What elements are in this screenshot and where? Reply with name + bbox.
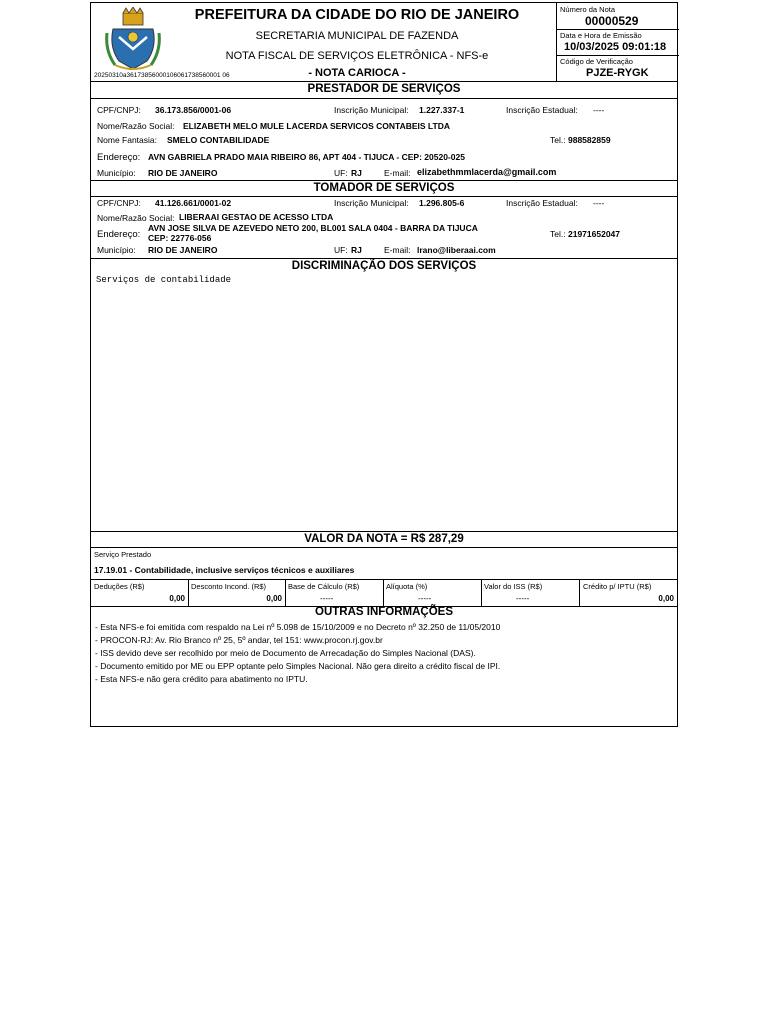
prestador-municipio-label: Município: (97, 168, 136, 178)
tomador-cpf-value: 41.126.661/0001-02 (155, 198, 232, 208)
numero-nota-value: 00000529 (585, 14, 639, 28)
tomador-uf-label: UF: (334, 245, 348, 255)
prestador-title: PRESTADOR DE SERVIÇOS (307, 83, 461, 95)
tax-box-value: ----- (320, 594, 334, 603)
tomador-razao-label: Nome/Razão Social: (97, 213, 175, 223)
tomador-email-label: E-mail: (384, 245, 411, 255)
prestador-email-value[interactable]: elizabethmmlacerda@gmail.com (417, 167, 557, 177)
tax-box-label: Desconto Incond. (R$) (191, 582, 267, 591)
outras-info-line: - ISS devido deve ser recolhido por meio de Documento de Arrecadação do Simples Nacional (DAS). (95, 648, 476, 658)
tax-box-value: 0,00 (658, 594, 674, 603)
city-coat-of-arms-icon (105, 7, 161, 71)
tax-box-label: Base de Cálculo (R$) (288, 582, 360, 591)
barcode-text: 20250310a36173856000106061738560001 06 (94, 72, 230, 79)
secretaria-title: SECRETARIA MUNICIPAL DE FAZENDA (255, 30, 459, 42)
tax-box-deducoes (91, 579, 189, 606)
outras-info-line: - PROCON-RJ: Av. Rio Branco nº 25, 5º andar, tel 151: www.procon.rj.gov.br (95, 635, 383, 645)
nota-carioca-title: - NOTA CARIOCA - (308, 67, 406, 79)
discriminacao-title: DISCRIMINAÇÃO DOS SERVIÇOS (291, 260, 477, 272)
prestador-uf-value: RJ (351, 168, 362, 178)
nota-title: NOTA FISCAL DE SERVIÇOS ELETRÔNICA - NFS-e (225, 50, 489, 62)
tax-box-base-calculo (285, 579, 384, 606)
prestador-razao-label: Nome/Razão Social: (97, 121, 175, 131)
tomador-endereco-line1: AVN JOSE SILVA DE AZEVEDO NETO 200, BL001 SALA 0404 - BARRA DA TIJUCA (148, 223, 478, 233)
prestador-fantasia-label: Nome Fantasia: (97, 135, 157, 145)
tax-box-value: ----- (418, 594, 432, 603)
nfse-document (90, 2, 678, 727)
outras-info-line: - Documento emitido por ME ou EPP optante pelo Simples Nacional. Não gera direito a crédito fiscal de IPI. (95, 661, 501, 671)
data-emissao-label: Data e Hora de Emissão (560, 31, 642, 40)
tomador-ie-label: Inscrição Estadual: (506, 198, 578, 208)
servico-prestado-value: 17.19.01 - Contabilidade, inclusive serviços técnicos e auxiliares (94, 565, 355, 575)
tomador-tel-value: 21971652047 (568, 229, 621, 239)
valor-nota: VALOR DA NOTA = R$ 287,29 (304, 533, 464, 545)
tomador-municipio-label: Município: (97, 245, 136, 255)
tomador-ie-value: ---- (593, 198, 605, 208)
city-title: PREFEITURA DA CIDADE DO RIO DE JANEIRO (194, 7, 520, 23)
data-emissao-value: 10/03/2025 09:01:18 (564, 41, 667, 53)
codigo-verificacao-label: Código de Verificação (560, 57, 633, 66)
numero-nota-label: Número da Nota (560, 5, 616, 14)
tax-box-aliquota (383, 579, 482, 606)
tax-box-value: 0,00 (169, 594, 185, 603)
tax-box-label: Deduções (R$) (94, 582, 145, 591)
prestador-razao-value: ELIZABETH MELO MULE LACERDA SERVICOS CONTABEIS LTDA (183, 121, 450, 131)
prestador-municipio-value: RIO DE JANEIRO (148, 168, 218, 178)
tax-box-label: Crédito p/ IPTU (R$) (583, 582, 652, 591)
prestador-endereco-value: AVN GABRIELA PRADO MAIA RIBEIRO 86, APT 404 - TIJUCA - CEP: 20520-025 (148, 152, 465, 162)
tomador-municipio-value: RIO DE JANEIRO (148, 245, 218, 255)
tomador-endereco-label: Endereço: (97, 229, 141, 240)
tomador-endereco-line2: CEP: 22776-056 (148, 233, 212, 243)
discriminacao-text: Serviços de contabilidade (96, 275, 232, 285)
prestador-fantasia-value: SMELO CONTABILIDADE (167, 135, 270, 145)
outras-info-line: - Esta NFS-e foi emitida com respaldo na Lei nº 5.098 de 15/10/2009 e no Decreto nº 32.250 de 11/05/2010 (95, 622, 501, 632)
prestador-endereco-label: Endereço: (97, 152, 141, 163)
tomador-title: TOMADOR DE SERVIÇOS (313, 182, 455, 194)
tax-box-credito-iptu (579, 579, 677, 606)
prestador-im-label: Inscrição Municipal: (334, 105, 409, 115)
tomador-uf-value: RJ (351, 245, 362, 255)
tomador-razao-value: LIBERAAI GESTAO DE ACESSO LTDA (179, 212, 334, 222)
prestador-cpf-value: 36.173.856/0001-06 (155, 105, 232, 115)
prestador-tel-value: 988582859 (568, 135, 611, 145)
tax-box-value: ----- (516, 594, 530, 603)
tax-box-desconto (188, 579, 286, 606)
tomador-im-value: 1.296.805-6 (419, 198, 465, 208)
servico-prestado-label: Serviço Prestado (94, 550, 152, 559)
prestador-email-label: E-mail: (384, 168, 411, 178)
codigo-verificacao-value: PJZE-RYGK (586, 67, 649, 79)
outras-info-line: - Esta NFS-e não gera crédito para abatimento no IPTU. (95, 674, 308, 684)
prestador-im-value: 1.227.337-1 (419, 105, 465, 115)
tax-box-label: Alíquota (%) (386, 582, 428, 591)
tomador-email-value[interactable]: lrano@liberaai.com (417, 245, 496, 255)
prestador-uf-label: UF: (334, 168, 348, 178)
prestador-tel-label: Tel.: (550, 135, 566, 145)
tomador-cpf-label: CPF/CNPJ: (97, 198, 141, 208)
prestador-ie-label: Inscrição Estadual: (506, 105, 578, 115)
tax-box-label: Valor do ISS (R$) (484, 582, 543, 591)
prestador-ie-value: ---- (593, 105, 605, 115)
tomador-tel-label: Tel.: (550, 229, 566, 239)
tax-box-valor-iss (481, 579, 580, 606)
outras-informacoes-title: OUTRAS INFORMAÇÕES (315, 606, 453, 618)
tomador-im-label: Inscrição Municipal: (334, 198, 409, 208)
tax-box-value: 0,00 (266, 594, 282, 603)
prestador-cpf-label: CPF/CNPJ: (97, 105, 141, 115)
